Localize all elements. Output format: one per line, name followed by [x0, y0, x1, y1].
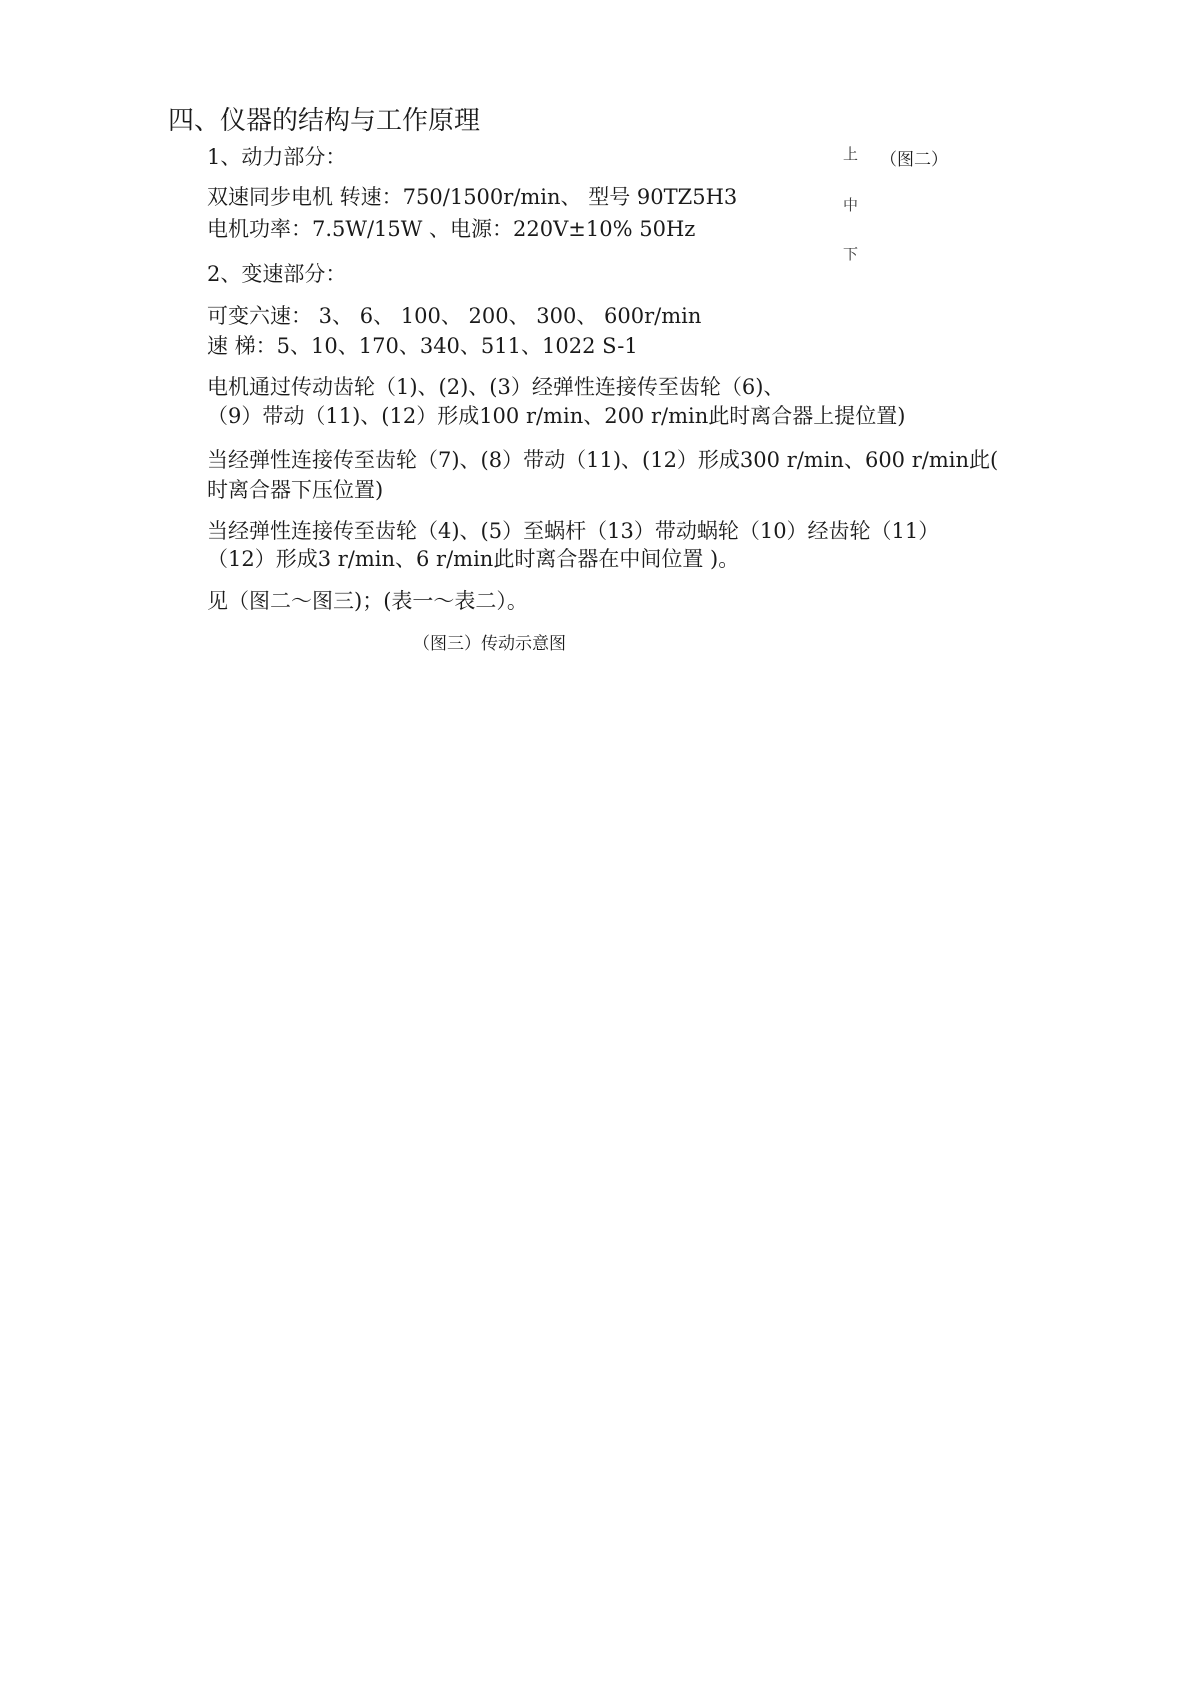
clutch-position-upper-label: 上	[843, 145, 859, 163]
speed-values-line: 可变六速： 3、 6、 100、 200、 300、 600r/min	[207, 304, 702, 328]
paragraph-1-line-1: 电机通过传动齿轮（1)、(2)、(3）经弹性连接传至齿轮（6)、	[207, 375, 785, 399]
paragraph-2-line-2: 时离合器下压位置)	[207, 478, 384, 502]
clutch-position-middle-label: 中	[843, 196, 859, 214]
section-heading: 四、仪器的结构与工作原理	[168, 106, 481, 136]
motor-spec-line: 双速同步电机 转速：750/1500r/min、 型号 90TZ5H3	[207, 185, 738, 209]
figure-3-caption: （图三）传动示意图	[413, 634, 566, 654]
paragraph-3-line-1: 当经弹性连接传至齿轮（4)、(5）至蜗杆（13）带动蜗轮（10）经齿轮（11）	[207, 519, 940, 543]
paragraph-1-line-2: （9）带动（11)、(12）形成100 r/min、200 r/min此时离合器上提位置)	[207, 404, 906, 428]
speed-section-title: 2、变速部分：	[207, 262, 347, 286]
power-section-title: 1、动力部分：	[207, 145, 347, 169]
paragraph-3-line-2: （12）形成3 r/min、6 r/min此时离合器在中间位置 )。	[207, 547, 740, 571]
motor-power-line: 电机功率：7.5W/15W 、电源：220V±10% 50Hz	[207, 217, 696, 241]
paragraph-2-line-1: 当经弹性连接传至齿轮（7)、(8）带动（11)、(12）形成300 r/min、600 r/min此(	[207, 448, 999, 472]
see-also-line: 见（图二～图三)；(表一～表二）。	[207, 589, 528, 613]
shear-rate-line: 速 梯：5、10、170、340、511、1022 S-1	[207, 334, 638, 358]
clutch-position-lower-label: 下	[843, 245, 859, 263]
figure-2-caption: （图二）	[880, 150, 948, 170]
